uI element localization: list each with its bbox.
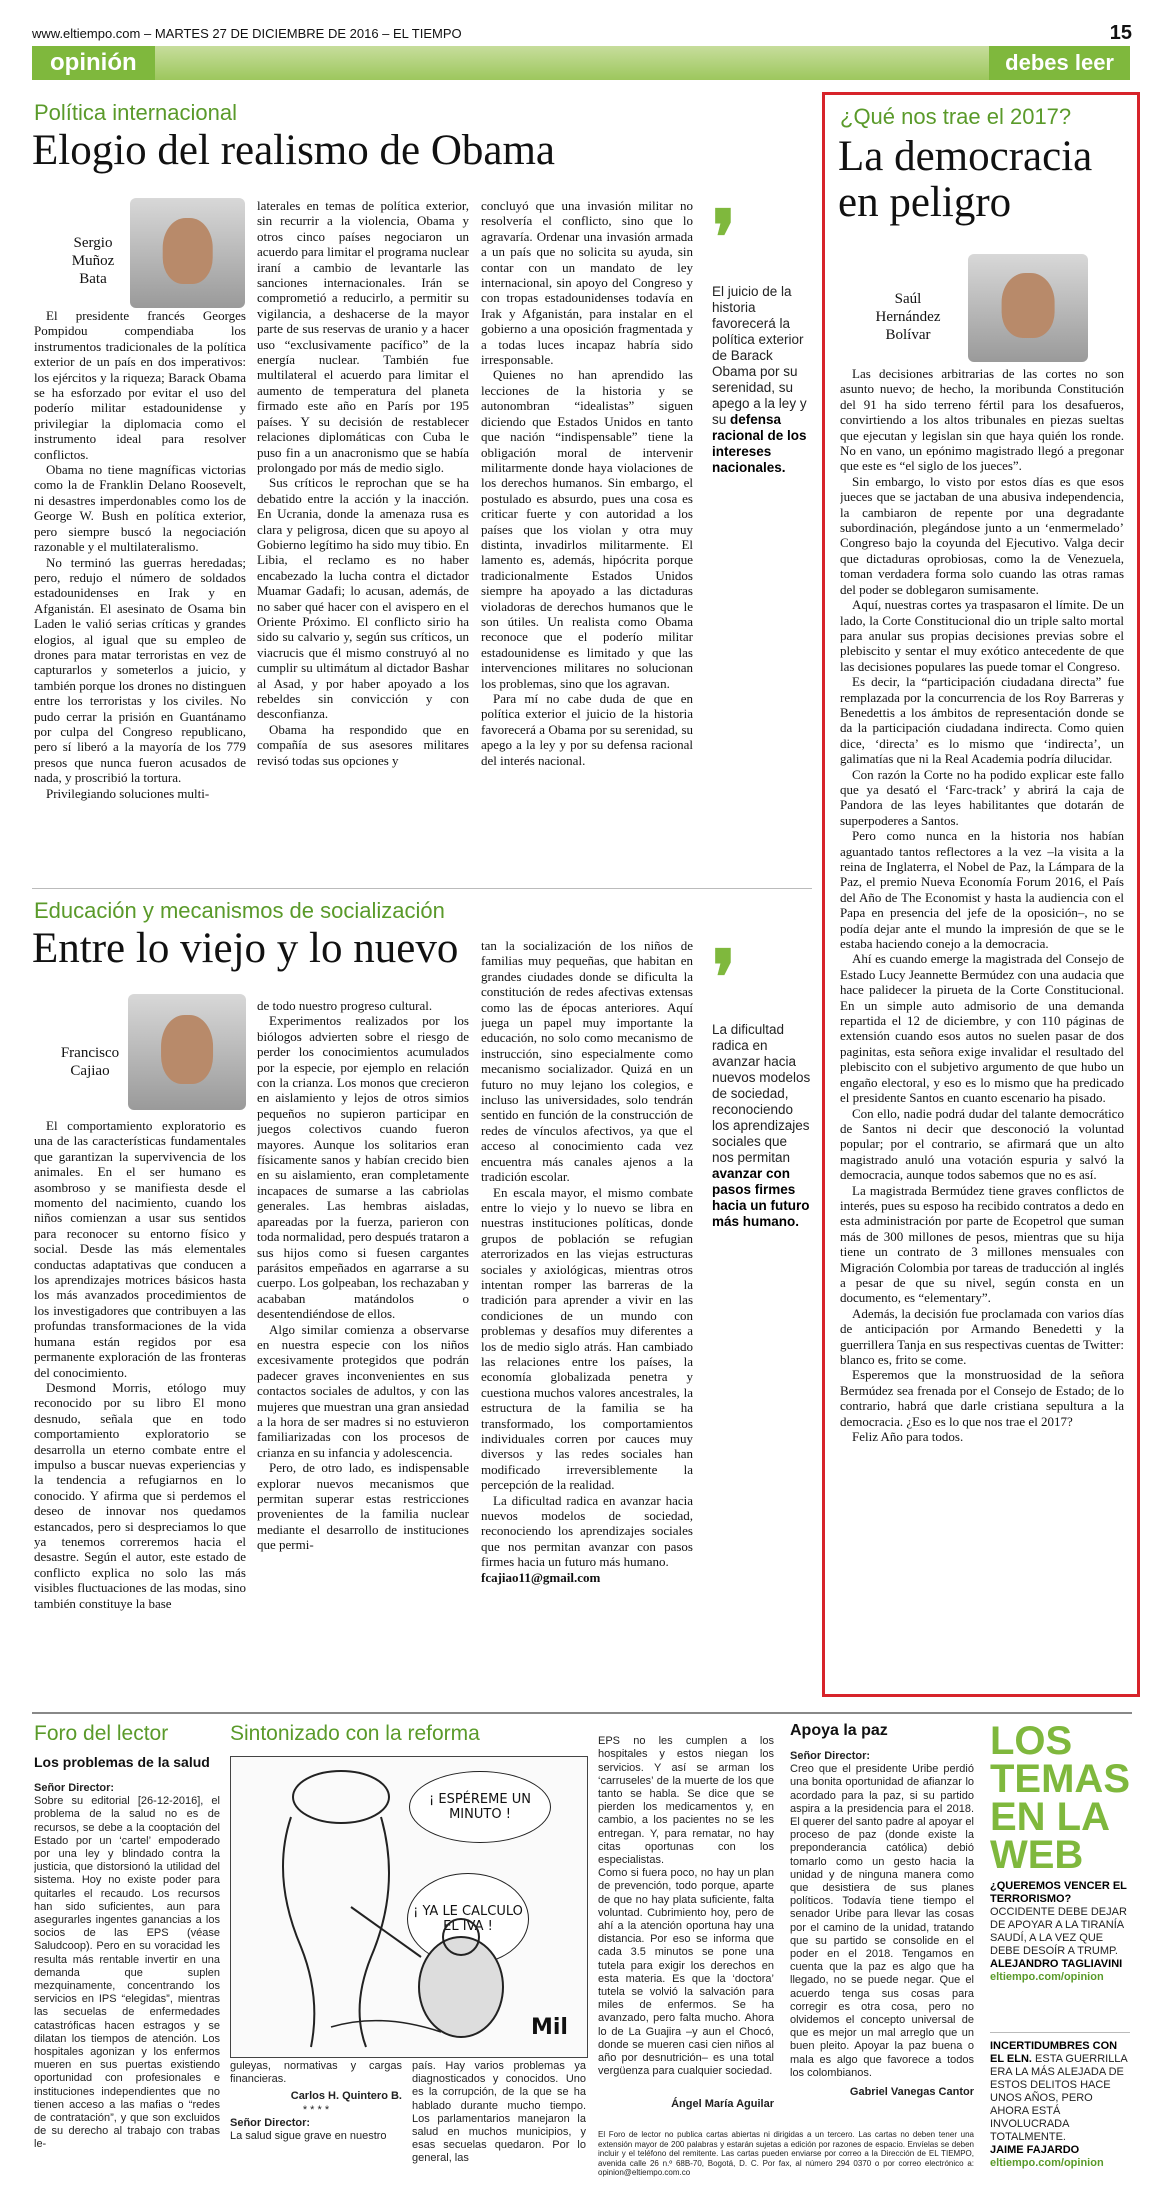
article2-col2 bbox=[257, 998, 469, 1622]
article3-author: Saúl Hernández Bolívar bbox=[875, 291, 941, 343]
article3-p7: Ahí es cuando emerge la magistrada del Consejo de Estado Lucy Jeannette Bermúdez con una audacia que hace palidecer la pirueta de la Corte Constitucional. En un simple auto admisorio de una demanda repartida el 12 de diciembre, y con 110 páginas de extensión cuando esos autos no suelen pasar de dos paginitas, esta señora exige invalidar el resultado del plebiscito con el subjetivo argumento de que hubo un engaño electoral, y eso es lo mismo que ha predicado el presidente Santos en cuanto escenario ha pisado. bbox=[840, 951, 1124, 1106]
article1-headline: Elogio del realismo de Obama bbox=[32, 127, 556, 174]
foro-body: Sobre su editorial [26-12-2016], el problema de la salud no es de recursos, se debe a la cooptación del Estado por un ‘cartel’ empoderado por una ley y blindado contra la justicia, que distorsionó la utilidad del sistema. Hoy no existe poder para quitarles el recaudo. Los recursos han sido suficientes, aun para asegurarles ingentes ganancias a los socios de las EPS (véase Saludcoop). Pero en su voracidad les resulta más rentable invertir en una demanda que suplen mezquinamente, concentrando los servicios en IPS “elegidas”, mientras las secuelas de enfermedades catastróficas hacen estragos y se dilatan los tiempos de atención. Los hospitales agonizan y los enfermos mueren en sus puertas existiendo oportunidad con profesionales e instituciones independientes que no tienen acceso a las mafias o “redes de contratación”, y que son excluidos de su derecho al trabajo con trabas le- bbox=[34, 1795, 220, 2151]
article1-kicker: Política internacional bbox=[34, 100, 238, 125]
section-bar bbox=[32, 46, 1130, 80]
foro-letter1 bbox=[34, 1782, 220, 2192]
section-label-right: debes leer bbox=[989, 46, 1130, 80]
article1-col2-p2: Sus críticos le reprochan que se ha debatido entre la acción y la inacción. En Ucrania, donde la amenaza rusa es clara y peligrosa, dicen que su apoyo al Gobierno legítimo ha sido muy tibio. En Libia, el reclamo es no haber encabezado la lucha contra el dictador Muamar Gadafi; lo acusan, además, de no saber qué hacer con el avispero en el Oriente Próximo. El conflicto sirio ha sido su calvario y, según sus críticos, un viacrucis que él mismo construyó al no cumplir su ultimátum al dictador Bashar al Asad, y por haber apoyado a los rebeldes sin convicción y con desconfianza. bbox=[257, 475, 469, 722]
article2-pullquote bbox=[712, 1022, 812, 1230]
page-number: 15 bbox=[1109, 22, 1132, 44]
article3-p12: Feliz Año para todos. bbox=[852, 1429, 964, 1445]
article1-col1-p2: Obama no tiene magníficas victorias como la de Franklin Delano Roosevelt, ni desastres imperdonables como los de George W. Bush en política exterior, pero siempre buscó la negociación razonable y el multilateralismo. bbox=[34, 462, 246, 555]
article2-col3-p2: En escala mayor, el mismo combate entre lo viejo y lo nuevo se libra en nuestras instituciones políticas, donde grupos de población se refugian aterrorizados en las viejas estructuras sociales y axiológicas, mientras otros intentan romper las barreras de la tradición para aprender a vivir en las condiciones de un mundo con problemas y desafíos muy diferentes a los de medio siglo atrás. Han cambiado las relaciones entre los países, la economía globalizada penetra y cuestiona muchos valores ancestrales, la estructura de la familia se ha transformado, los comportamientos individuales corren por cauces muy diversos y las redes sociales han modificado irreversiblemente la percepción de la realidad. bbox=[481, 1184, 693, 1493]
article3-p3: Aquí, nuestras cortes ya traspasaron el límite. De un lado, la Corte Constitucional dio un triple salto mortal para anular sus propias decisiones previas sobre el plebiscito y sentar el muy exótico antecedente de que las decisiones populares las puede tomar el Congreso. bbox=[840, 597, 1124, 674]
article3-headline: La democracia en peligro bbox=[838, 133, 1093, 226]
foro-footnote bbox=[598, 2130, 974, 2190]
foro-letter1-signature: Carlos H. Quintero B. bbox=[290, 2090, 402, 2103]
article2-col2-p2: Experimentos realizados por los biólogos advierten sobre el riesgo de perder los conocimientos acumulados por la especie, por ejemplo en relación con la crianza. Los monos que crecieron en aislamiento y lejos de otros simios pequeños no supieron participar en juegos colectivos cuando fueron mayores. Aunque los solitarios eran físicamente sanos y habían crecido bien en su aislamiento, eran completamente incapaces de sumarse a las cabriolas generales. Las hembras aisladas, apareadas por la fuerza, parieron con toda normalidad, pero después trataron a sus hijos como si fuesen cargantes parásitos empeñados en agarrarse a su cuerpo. Los golpeaban, los rechazaban y acababan matándolos o desentendiéndose de ellos. bbox=[257, 1013, 469, 1322]
foro-salutation: Señor Director: bbox=[34, 1782, 115, 1794]
foro-letter2-start: La salud sigue grave en nuestro bbox=[230, 2130, 387, 2143]
foro-letter2-salutation: Señor Director: bbox=[230, 2116, 311, 2129]
header-dateline: www.eltiempo.com – MARTES 27 DE DICIEMBRE DE 2016 – EL TIEMPO bbox=[32, 26, 462, 41]
temas-item-2-teaser: ESTA GUERRILLA ERA LA MÁS ALEJADA DE ESTOS DELITOS HACE UNOS AÑOS, PERO AHORA ESTÁ INVOLUCRADA TOTALMENTE. bbox=[990, 2053, 1128, 2143]
article3-p5: Con razón la Corte no ha podido explicar este fallo que ya desató el ‘Farc-track’ y abrirá la caja de Pandora de las leyes habilitantes que dotarán de superpoderes a Santos. bbox=[840, 766, 1124, 828]
cartoon-bubble-1-text: ¡ ESPÉREME UN MINUTO ! bbox=[429, 1792, 531, 1822]
temas-item-1-question: ¿QUEREMOS VENCER EL TERRORISMO? bbox=[990, 1880, 1127, 1905]
article2-col1-p2: Desmond Morris, etólogo muy reconocido por su libro El mono desnudo, señala que en todo comportamiento exploratorio se desarrolla un eterno combate entre el impulso a buscar nuevas experiencias y la tendencia a refugiarnos en lo conocido. Y afirma que si perdemos el deseo de innovar nos quedamos estancados, pero si despreciamos lo que ya tenemos correremos hacia el desastre. Según el autor, este estado de conflicto explica no solo las más visibles fluctuaciones de las modas, sino también constituye la base bbox=[34, 1379, 246, 1611]
article2-pullquote-text: La dificultad radica en avanzar hacia nuevos modelos de sociedad, reconociendo los aprendizajes sociales que nos permitan bbox=[712, 1022, 811, 1165]
article2-headline: Entre lo viejo y lo nuevo bbox=[32, 925, 459, 972]
temas-item-2-question: INCERTIDUMBRES CON EL ELN. bbox=[990, 2040, 1118, 2065]
article1-pullquote bbox=[712, 284, 812, 476]
article2-author-photo bbox=[128, 994, 246, 1110]
cartoon-title: Sintonizado con la reforma bbox=[230, 1722, 480, 1745]
foro-separator: * * * * bbox=[302, 2103, 330, 2116]
cartoon-drawing bbox=[231, 1757, 587, 2057]
article3-p8: Con ello, nadie podrá dudar del talante democrático de Santos ni decir que desconoció la voluntad popular; por el contrario, se afirmará que un alto magistrado anuló una votación espuria y salvó la democracia, aunque todos sabemos que no es así. bbox=[840, 1105, 1124, 1183]
temas-item-2-author: JAIME FAJARDO bbox=[990, 2144, 1080, 2156]
paz-title: Apoya la paz bbox=[790, 1722, 888, 1739]
foro-letter2-col1 bbox=[412, 2060, 586, 2190]
article3-p4: Es decir, la “participación ciudadana directa” fue remplazada por la concurrencia de los Roy Barreras y Benedettis a los ámbitos de representación donde se da la participación ciudadana indirecta. Como quien dice, ‘directa’ es lo mismo que ‘indirecta’, un galimatías que ni la Real Academia podría dilucidar. bbox=[840, 674, 1124, 767]
article2-kicker: Educación y mecanismos de socialización bbox=[34, 898, 445, 923]
article2-pullquote-bold: avanzar con pasos firmes hacia un futuro más humano. bbox=[712, 1166, 810, 1229]
foro-footnote-text: El Foro de lector no publica cartas abiertas ni dirigidas a un tercero. Las cartas no deben tener una extensión mayor de 200 palabras y estarán sujetas a edición por razones de espacio. Envíelas se deben incluir y el teléfono del remitente. Las cartas pueden enviarse por correo a la Dirección de EL TIEMPO, avenida calle 26 n.º 68B-70, Bogotá, D. C. Por fax, al número 294 0370 o por correo electrónico a: opinion@eltiempo.com.co bbox=[598, 2130, 974, 2177]
article1-col1-p3: No terminó las guerras heredadas; pero, redujo el número de soldados estadounidenses en Irak y en Afganistán. El asesinato de Osama bin Laden le valió serias críticas y grandes elogios, al igual que su empleo de drones para matar terroristas en vez de capturarlos y someterlos a juicio, y también porque los drones no distinguen entre los terroristas y los civiles. No pudo cerrar la prisión en Guantánamo por culpa del Congreso republicano, pero sí liberó a la mayoría de los 779 presos que nunca fueron acusados de nada, y proscribió la tortura. bbox=[34, 554, 246, 786]
cartoon-signature: Mil bbox=[531, 2015, 568, 2040]
article1-col2-p1: laterales en temas de política exterior, sin recurrir a la violencia, Obama y otros cinco países negociaron un acuerdo para limitar el programa nuclear iraní a cambio de levantarle las sanciones internacionales. Irán se comprometió a reducirlo, a permitir su vigilancia, a deshacerse de la mayor parte de sus reservas de uranio y a hacer uso “exclusivamente pacífico” de la energía nuclear. También fue multilateral el acuerdo para limitar el aumento de temperatura del planeta firmado este año en París por 195 países. Y su decisión de restablecer relaciones diplomáticas con Cuba le puso fin a un anacronismo que se había prolongado por más de medio siglo. bbox=[257, 198, 469, 475]
article2-col1 bbox=[34, 1118, 246, 1622]
foro-letter1-tail: guleyas, normativas y cargas financieras. bbox=[230, 2060, 402, 2086]
article2-col1-p1: El comportamiento exploratorio es una de las características fundamentales que garantizan la supervivencia de los animales. En el ser humano es asombroso y se manifiesta desde el momento del nacimiento, cuando los niños comienzan a usar sus sentidos para reconocer su entorno físico y social. Desde las más elementales conductas adaptativas que conducen a los aprendizajes motrices básicos hasta los más avanzados procedimientos de los investigadores que contribuyen a las profundas transformaciones de la vida humana están regidos por esa permanente exploración de las fronteras del conocimiento. bbox=[34, 1118, 246, 1380]
temas-title: LOS TEMAS EN LA WEB bbox=[990, 1719, 1130, 1877]
article3-p11: Esperemos que la monstruosidad de la señora Bermúdez sea frenada por el Consejo de Estado; de lo contrario, habrá que darle cristiana sepultura a la democracia. ¿Eso es lo que nos trae el 2017? bbox=[840, 1367, 1124, 1429]
foro-letter2-col2 bbox=[598, 1722, 774, 2122]
quote-mark-icon-2: ❜ bbox=[712, 935, 736, 1021]
article2-col3 bbox=[481, 938, 693, 1622]
article1-author-photo bbox=[130, 198, 245, 308]
article3-kicker: ¿Qué nos trae el 2017? bbox=[840, 104, 1072, 129]
temas-item-1-author: ALEJANDRO TAGLIAVINI bbox=[990, 1958, 1123, 1970]
article3-p1: Las decisiones arbitrarias de las cortes no son asunto nuevo; de hecho, la moribunda Constitución del 91 ha sido terreno fértil para los desafueros, convirtiendo a los altos tribunales en piezas sueltas que ejecutan y legislan sin que haya quién los ronde. No en vano, un epónimo magistrado llegó a pregonar que este es “el siglo de los jueces”. bbox=[840, 366, 1124, 474]
cartoon-bubble-2-text: ¡ YA LE CALCULO EL IVA ! bbox=[413, 1904, 523, 1934]
article3-body bbox=[840, 366, 1124, 1686]
article1-col3 bbox=[481, 198, 693, 874]
article1-col1-p1: El presidente francés Georges Pompidou compendiaba los instrumentos tradicionales de la política exterior de un país en dos imperativos: los ejércitos y la riqueza; Barack Obama se ha esforzado por evitar el uso del poderío militar estadounidense y privilegiar la diplomacia como el instrumento ideal para resolver conflictos. bbox=[34, 308, 246, 462]
article2-col3-p3: La dificultad radica en avanzar hacia nuevos modelos de sociedad, reconociendo los aprendizajes sociales que nos permitan avanzar con pasos firmes hacia un futuro más humano. bbox=[481, 1492, 693, 1570]
page-header bbox=[32, 22, 1132, 46]
article3-p9: La magistrada Bermúdez tiene graves conflictos de interés, pues su esposo ha recibido contratos a dedo en esta administración por parte de Ecopetrol que suman más de 300 millones de pesos, mientras que su hija tiene un contrato de 3 millones mensuales con Migración Colombia por tareas de traducción al inglés a pesar de que su nivel, según consta en un documento, es “elementary”. bbox=[840, 1182, 1124, 1306]
section-label: opinión bbox=[32, 46, 155, 80]
article1-col2-p3: Obama ha respondido que en compañía de sus asesores militares revisó todas sus opciones y bbox=[257, 721, 469, 768]
divider bbox=[32, 888, 812, 889]
foro-letter2-signature: Ángel María Aguilar bbox=[671, 2097, 774, 2110]
article1-col1-p4: Privilegiando soluciones multi- bbox=[46, 785, 210, 801]
article1-col2 bbox=[257, 198, 469, 874]
article3-p10: Además, la decisión fue proclamada con varios días de anticipación por Armando Benedetti y la guerrillera Tanja en sus respectivas cuentas de Twitter: blanco es, frito se come. bbox=[840, 1305, 1124, 1367]
temas-item-1-link[interactable]: eltiempo.com/opinion bbox=[990, 1971, 1104, 1983]
foro-subhead: Los problemas de la salud bbox=[34, 1754, 210, 1770]
article3-p6: Pero como nunca en la historia nos habían aguantado tantos reflectores a la vez –la visita a la reina de Inglaterra, el Nobel de Paz, la Lámpara de la Paz, el premio Nueva Economía Forum 2016, el País del Año de The Economist y hasta la audiencia con el Papa en presencia del jefe de la oposición–, no se podía dejar ante el mundo la impresión de que se le estaba haciendo conejo a la democracia. bbox=[840, 828, 1124, 952]
article2-author: Francisco Cajiao bbox=[60, 1045, 120, 1079]
temas-item-2-link[interactable]: eltiempo.com/opinion bbox=[990, 2157, 1104, 2169]
article2-author-email: fcajiao11@gmail.com bbox=[481, 1569, 601, 1585]
article3-author-photo bbox=[968, 254, 1088, 362]
article1-col3-p2: Quienes no han aprendido las lecciones de la historia y se autonombran “idealistas” siguen diciendo que Estados Unidos en tanto que nación “indispensable” tiene la obligación moral de intervenir militarmente donde haya violaciones de los derechos humanos. Sin embargo, el postulado es absurdo, pues una cosa es criticar fuerte y con autoridad a los países que los violan y otra muy distinta, invadirlos militarmente. El lamento es, además, hipócrita porque tradicionalmente Estados Unidos siempre ha apoyado a las dictaduras violadoras de derechos humanos que le son útiles. Un realista como Obama reconoce que el poderío militar estadounidense es limitado y que las intervenciones militares no solucionan los problemas, sino que los agravan. bbox=[481, 367, 693, 691]
article1-pullquote-text: El juicio de la historia favorecerá la política exterior de Barack Obama por su serenidad, su apego a la ley y su bbox=[712, 284, 807, 427]
article2-col3-p1: tan la socialización de los niños de familias muy pequeñas, que habitan en grandes ciudades donde se dificulta la constitución de redes afectivas extensas como las de épocas anteriores. Aquí juega un papel muy importante la educación, no solo como mecanismo de instrucción, sino especialmente como mecanismo socializador. Quizá en un futuro no muy lejano los colegios, e incluso las universidades, solo tendrán sentido en función de la construcción de redes de vínculos afectivos, ya que el acceso al conocimiento cada vez encuentra más canales ajenos a la tradición escolar. bbox=[481, 938, 693, 1185]
article1-pullquote-bold: defensa racional de los intereses nacionales. bbox=[712, 412, 807, 475]
foro-letter1-end bbox=[230, 2060, 402, 2190]
temas-item-1-teaser: OCCIDENTE DEBE DEJAR DE APOYAR A LA TIRANÍA SAUDÍ, A LA VEZ QUE DEBE DESOÍR A TRUMP. bbox=[990, 1906, 1127, 1957]
article1-author: Sergio Muñoz Bata bbox=[71, 235, 115, 287]
article1-col3-p3: Para mí no cabe duda de que en política exterior el juicio de la historia favorecerá a Obama por su serenidad, su apego a la ley y por su defensa racional del interés nacional. bbox=[481, 691, 693, 768]
temas-item-2 bbox=[990, 2040, 1130, 2170]
foro-title: Foro del lector bbox=[34, 1722, 169, 1745]
article2-col2-p4: Pero, de otro lado, es indispensable explorar nuevos mecanismos que permitan superar estas restricciones provenientes de la familia nuclear mediante el desarrollo de instituciones que permi- bbox=[257, 1460, 469, 1553]
article1-col3-p1: concluyó que una invasión militar no resolvería el conflicto, sino que lo agravaría. Ordenar una invasión armada a un país que no solicita su ayuda, sin contar con un mandato de ley internacional, sin apoyo del Congreso y con tropas estadounidenses todavía en Irak y Afganistán, para instalar en el gobierno a una oposición fragmentada y a todas luces incapaz habría sido irresponsable. bbox=[481, 198, 693, 368]
paz-signature: Gabriel Vanegas Cantor bbox=[849, 2086, 974, 2099]
article2-col2-p1: de todo nuestro progreso cultural. bbox=[257, 998, 433, 1013]
temas-item-1 bbox=[990, 1880, 1130, 1984]
article3-p2: Sin embargo, lo visto por estos días es que esos jueces que se jactaban de una abusiva independencia, la cambiaron de repente por una degradante subordinación, plegándose junto a un ‘enmermelado’ Congreso bajo la coyunda del Ejecutivo. Valga decir que dictaduras oprobiosas, como la de Venezuela, toman verdadera forma solo cuando las otras ramas del poder se doblegaron sumisamente. bbox=[840, 473, 1124, 597]
quote-mark-icon: ❜ bbox=[712, 195, 736, 281]
paz-letter bbox=[790, 1750, 974, 2130]
article2-col2-p3: Algo similar comienza a observarse en nuestra especie con los niños excesivamente protegidos que podrán padecer graves inconvenientes en sus contactos sociales de adultos, y con las mujeres que muestran una gran ansiedad a la hora de ser madres si no estuvieron familiarizadas con los procesos de crianza en su infancia y adolescencia. bbox=[257, 1321, 469, 1460]
temas-divider bbox=[990, 2032, 1130, 2033]
cartoon-image bbox=[230, 1756, 588, 2058]
bottom-divider bbox=[32, 1712, 1132, 1714]
foro-letter2-body1: país. Hay varios problemas ya diagnosticados y conocidos. Uno es la corrupción, de la que se ha hablado durante mucho tiempo. Los parlamentarios manejaron la salud en muchos municipios, y esas secuelas quedaron. Por lo general, las bbox=[412, 2060, 586, 2165]
foro-letter2-body2: EPS no les cumplen a los hospitales y estos niegan los servicios. Y así se arman los ‘carruseles’ de la muerte de los que tanto se habla. Se dice que se pierden los medicamentos y, en cambio, a los pacientes no se les entregan. Y, para rematar, no hay citas oportunas con los especialistas. Como si fuera poco, no hay un plan de prevención, todo porque, aparte de que no hay plata suficiente, falta voluntad. Cubrimiento hoy, pero de ahí a la atención oportuna hay una distancia. Por eso se informa que cada 3.5 minutos se pone una tutela para exigir los derechos en esta materia. Es que la ‘doctora’ tutela se volvió la salvación para miles de enfermos. Se ha avanzado, pero falta mucho. Ahora lo de La Guajira –y aun el Chocó, donde se mueren casi cien niños al año por desnutrición– es una total vergüenza para cualquier sociedad. bbox=[598, 1735, 774, 2078]
paz-body: Creo que el presidente Uribe perdió una bonita oportunidad de afianzar lo acordado para la paz, si su partido aspira a la presidencia para el 2018. El querer del santo padre al apoyar el proceso de paz (donde existe la preponderancia católica) debió tomarlo como un gesto hacia la unidad y de ninguna manera como que desistiera de sus planes políticos. Todavía tiene tiempo el senador Uribe para llevar las cosas por el camino de la unidad, tratando que su partido se consolide en el poder en el 2018. Tengamos en cuenta que la paz es algo que ha llegado, no se puede negar. Que el acuerdo tenga sus cosas para corregir es otra cosa, pero no olvidemos el concepto universal de que es mejor un mal arreglo que un buen pleito. Apoyar la paz buena o mala es algo que favorece a todos los colombianos. bbox=[790, 1763, 974, 2079]
article1-col1 bbox=[34, 308, 246, 874]
paz-salutation: Señor Director: bbox=[790, 1750, 871, 1762]
